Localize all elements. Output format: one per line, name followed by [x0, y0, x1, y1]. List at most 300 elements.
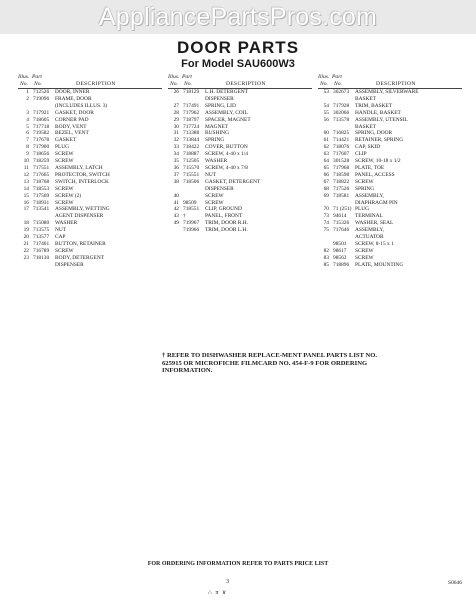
part-description: RETAINER, SPRING: [355, 137, 404, 144]
illus-number: 22: [23, 247, 29, 254]
part-description: DIAPHRAGM PIN: [355, 199, 398, 206]
part-number: [333, 96, 355, 103]
table-row: [168, 193, 312, 200]
table-row: [18, 186, 162, 193]
illus-number: 68: [323, 185, 329, 192]
part-number: 98617: [333, 247, 347, 254]
part-number: 717718: [33, 123, 50, 130]
illus-number: 8: [26, 144, 29, 151]
part-number: 302673: [333, 89, 350, 95]
illus-number: 35: [173, 158, 179, 165]
part-description: DISPENSER: [205, 95, 234, 102]
part-description: PANEL, ACCESS: [355, 171, 395, 178]
part-number: 717491: [183, 102, 200, 109]
part-description: PLATE, TOE: [355, 164, 385, 171]
part-number: 719096: [33, 95, 50, 102]
illus-number: 11: [23, 164, 29, 171]
table-row: [168, 213, 312, 220]
illus-number: 29: [173, 116, 179, 123]
part-number: [183, 193, 205, 200]
table-row: [318, 262, 462, 269]
part-number: 98501: [333, 240, 347, 247]
illus-number: 19: [23, 227, 29, 234]
part-description: SCREW: [355, 247, 374, 254]
part-description: DISPENSER: [205, 185, 234, 192]
part-number: 719966: [183, 227, 200, 234]
part-number: 713541: [33, 206, 50, 213]
illus-number: 75: [323, 227, 329, 234]
part-description: FRAME, DOOR: [55, 95, 92, 102]
page-number: 3: [226, 579, 229, 585]
table-row: [318, 158, 462, 165]
part-number: 717569: [33, 192, 50, 199]
table-row: [18, 130, 162, 137]
part-description: MAGNET: [205, 123, 229, 130]
illus-number: [18, 262, 29, 269]
illus-number: 13: [23, 178, 29, 185]
parts-column: [18, 74, 162, 269]
table-row: [168, 220, 312, 227]
part-description: HANDLE, BASKET: [355, 109, 401, 116]
illus-number: 55: [323, 109, 329, 116]
table-row: [18, 103, 162, 110]
illus-number: [168, 96, 179, 103]
illus-number: [168, 227, 179, 234]
illus-number: 69: [323, 192, 329, 199]
table-row: [18, 151, 162, 158]
table-row: [18, 220, 162, 227]
site-banner: [0, 0, 476, 34]
part-number: 715551: [183, 171, 200, 178]
header-part: Part: [32, 74, 42, 80]
part-number: 718130: [33, 254, 50, 261]
page-title: DOOR PARTS: [176, 38, 300, 57]
part-number: 716825: [333, 130, 350, 137]
table-row: [318, 220, 462, 227]
illus-number: [18, 213, 29, 220]
part-description: NUT: [55, 227, 67, 234]
header-rule: [168, 88, 312, 89]
part-description: ASSEMBLY, WETTING: [55, 206, 110, 213]
table-row: [18, 89, 162, 96]
part-description: ASSEMBLY, LATCH: [55, 164, 103, 171]
part-number: 718506: [183, 178, 200, 185]
table-row: [18, 96, 162, 103]
illus-number: [318, 124, 329, 131]
table-row: [18, 193, 162, 200]
header-part: Part: [332, 74, 342, 80]
table-row: [318, 124, 462, 131]
illus-number: 61: [323, 137, 329, 144]
panel-note: † REFER TO DISHWASHER REPLACE-MENT PANEL PARTS LIST NO. 625915 OR MICROFICHE FILMCARD NO. 454-F-9 FOR ORDERING INFORMATION.: [162, 352, 378, 375]
part-number: 717607: [333, 151, 350, 158]
illus-number: 17: [23, 206, 29, 213]
table-row: [18, 255, 162, 262]
table-row: [18, 144, 162, 151]
part-number: 716789: [33, 247, 50, 254]
table-row: [18, 110, 162, 117]
illus-number: 30: [173, 123, 179, 130]
illus-number: 74: [323, 220, 329, 227]
site-watermark: AppliancePartsPros.com: [98, 2, 378, 31]
part-description: DOOR, INNER: [55, 89, 90, 95]
table-row: [318, 151, 462, 158]
table-row: [18, 234, 162, 241]
table-row: [168, 144, 312, 151]
part-number: 301528: [333, 158, 350, 165]
part-description: GASKET, DOOR: [55, 109, 94, 116]
illus-number: 3: [26, 109, 29, 116]
part-description: BODY, DETERGENT: [55, 254, 105, 261]
illus-number: 36: [173, 164, 179, 171]
part-description: ASSEMBLY, SILVERWARE: [355, 89, 419, 95]
illus-number: 83: [323, 254, 329, 261]
part-description: ASSEMBLY,: [355, 227, 384, 234]
column-header: [318, 74, 462, 89]
illus-number: 23: [23, 254, 29, 261]
table-row: [18, 248, 162, 255]
illus-number: 66: [323, 171, 329, 178]
illus-number: 53: [323, 89, 329, 95]
table-row: [18, 227, 162, 234]
part-number: [333, 234, 355, 241]
part-number: [183, 96, 205, 103]
header-illus: Illus.: [168, 74, 180, 80]
part-number: 713578: [333, 116, 350, 123]
part-number: 718896: [333, 261, 350, 268]
part-description: L.H. DETERGENT: [205, 89, 248, 95]
table-row: [318, 130, 462, 137]
table-row: [18, 200, 162, 207]
table-row: [318, 165, 462, 172]
illus-number: 62: [323, 144, 329, 151]
part-description: PLUG: [355, 206, 370, 213]
part-description: SCREW: [55, 158, 74, 165]
part-number: 717665: [33, 171, 50, 178]
table-row: [318, 255, 462, 262]
part-number: 717962: [183, 109, 200, 116]
part-number: 713575: [33, 227, 50, 234]
header-rule: [18, 88, 162, 89]
illus-number: 73: [323, 213, 329, 220]
part-description: SCREW, 8-15 x 1: [355, 240, 394, 247]
table-row: [18, 117, 162, 124]
illus-number: 34: [173, 151, 179, 158]
table-row: [18, 179, 162, 186]
table-row: [168, 151, 312, 158]
part-description: SPACER, MAGNET: [205, 116, 251, 123]
part-description: SCREW, 4-40 x 7/8: [205, 164, 248, 171]
table-row: [318, 103, 462, 110]
part-description: ASSEMBLY, UTENSIL: [355, 116, 408, 123]
illus-number: 10: [23, 158, 29, 165]
header-no2: No.: [184, 81, 192, 87]
illus-number: 4: [26, 116, 29, 123]
part-description: BEZEL, VENT: [55, 130, 89, 137]
part-number: 718768: [33, 178, 50, 185]
part-description: TRIM, DOOR L.H.: [205, 227, 248, 234]
table-row: [318, 89, 462, 96]
header-no1: No.: [320, 81, 328, 87]
illus-number: 65: [323, 164, 329, 171]
part-description: CORNER PAD: [55, 116, 89, 123]
part-number: 717526: [333, 185, 350, 192]
part-number: 719967: [183, 220, 200, 227]
part-number: 98563: [333, 254, 347, 261]
parts-column: [168, 74, 312, 234]
table-row: [318, 248, 462, 255]
table-row: [318, 206, 462, 213]
part-description: WASHER: [205, 158, 228, 165]
part-description: ACTUATOR: [355, 234, 384, 241]
table-row: [18, 206, 162, 213]
header-part: Part: [182, 74, 192, 80]
illus-number: 18: [23, 220, 29, 227]
part-number: 717928: [333, 102, 350, 109]
part-description: DISPENSER: [55, 261, 84, 268]
table-row: [318, 227, 462, 234]
illus-number: 15: [23, 192, 29, 199]
part-number: 715080: [33, 220, 50, 227]
model-subtitle: For Model SAU600W3: [181, 58, 295, 70]
part-description: NUT: [205, 171, 217, 178]
table-row: [168, 117, 312, 124]
part-description: ASSEMBLY,: [355, 192, 384, 199]
illus-number: [18, 103, 29, 110]
part-description: CLIP, GROUND: [205, 206, 242, 213]
header-description: DESCRIPTION: [226, 81, 266, 87]
illus-number: 12: [23, 171, 29, 178]
header-illus: Illus.: [318, 74, 330, 80]
part-number: †: [183, 213, 186, 220]
part-number: 718887: [183, 151, 200, 158]
table-row: [168, 103, 312, 110]
part-description: (INCLUDES ILLUS. 3): [55, 102, 108, 109]
table-row: [168, 186, 312, 193]
illus-number: 85: [323, 261, 329, 268]
illus-number: 5: [26, 123, 29, 130]
part-description: SCREW: [55, 247, 74, 254]
part-description: PANEL, FRONT: [205, 213, 243, 220]
illus-number: 70: [323, 206, 329, 213]
part-description: CLIP: [355, 151, 367, 158]
part-number: [33, 213, 55, 220]
part-number: 712526: [33, 89, 50, 95]
illus-number: 49: [173, 220, 179, 227]
illus-number: 32: [173, 137, 179, 144]
illus-number: 7: [26, 137, 29, 144]
part-number: 718422: [183, 144, 200, 151]
part-number: [33, 103, 55, 110]
part-number: 718551: [183, 206, 200, 213]
header-no1: No.: [170, 81, 178, 87]
part-number: 718259: [33, 158, 50, 165]
illus-number: 1: [26, 89, 29, 95]
part-number: 713577: [33, 234, 50, 241]
part-number: 71 (251): [333, 206, 352, 213]
part-number: 718581: [333, 192, 350, 199]
table-row: [318, 193, 462, 200]
column-header: [168, 74, 312, 89]
illus-number: 41: [173, 199, 179, 206]
header-rule: [318, 88, 462, 89]
table-row: [318, 117, 462, 124]
part-number: 94614: [333, 213, 347, 220]
illus-number: 63: [323, 151, 329, 158]
part-number: 98509: [183, 199, 197, 206]
part-description: SCREW: [205, 199, 224, 206]
part-description: SCREW (2): [55, 192, 82, 199]
table-row: [318, 110, 462, 117]
table-row: [318, 186, 462, 193]
part-description: SCREW, 4-40 x 1/4: [205, 151, 248, 158]
part-number: 718797: [183, 116, 200, 123]
part-description: AGENT DISPENSER: [55, 213, 104, 220]
table-row: [168, 172, 312, 179]
table-row: [18, 172, 162, 179]
table-row: [168, 158, 312, 165]
table-row: [168, 130, 312, 137]
part-description: SCREW: [55, 151, 74, 158]
illus-number: 56: [323, 116, 329, 123]
part-number: [183, 186, 205, 193]
part-description: WASHER: [55, 220, 78, 227]
part-number: 715326: [333, 220, 350, 227]
part-number: 717900: [33, 144, 50, 151]
part-number: 717551: [33, 164, 50, 171]
part-description: ASSEMBLY, COIL: [205, 109, 248, 116]
illus-number: [318, 234, 329, 241]
part-description: SPRING: [205, 137, 225, 144]
illus-number: 37: [173, 171, 179, 178]
table-row: [18, 262, 162, 269]
part-number: 717921: [33, 109, 50, 116]
part-description: SPRING, DOOR: [355, 130, 393, 137]
part-number: 718605: [33, 116, 50, 123]
part-description: SWITCH, INTERLOCK: [55, 178, 109, 185]
ordering-footer: FOR ORDERING INFORMATION REFER TO PARTS PRICE LIST: [147, 561, 329, 567]
table-row: [318, 144, 462, 151]
illus-number: 27: [173, 102, 179, 109]
table-row: [318, 96, 462, 103]
table-row: [318, 241, 462, 248]
part-number: 718822: [333, 178, 350, 185]
illus-number: [318, 200, 329, 207]
part-number: 717646: [333, 227, 350, 234]
table-row: [168, 89, 312, 96]
part-description: TERMINAL: [355, 213, 383, 220]
part-description: WASHER, SEAL: [355, 220, 394, 227]
part-number: 719582: [33, 130, 50, 137]
table-row: [168, 200, 312, 207]
column-header: [18, 74, 162, 89]
part-number: [333, 124, 355, 131]
part-description: PROTECTOR, SWITCH: [55, 171, 110, 178]
part-description: TRIM, BASKET: [355, 102, 393, 109]
part-description: BASKET: [355, 95, 376, 102]
parts-column: [318, 74, 462, 269]
illus-number: 82: [323, 247, 329, 254]
table-row: [318, 213, 462, 220]
part-description: BODY, VENT: [55, 123, 87, 130]
table-row: [318, 234, 462, 241]
illus-number: 67: [323, 178, 329, 185]
table-row: [318, 179, 462, 186]
part-number: 718553: [33, 185, 50, 192]
illus-number: 40: [173, 192, 179, 199]
header-illus: Illus.: [18, 74, 30, 80]
part-number: 714421: [333, 137, 350, 144]
illus-number: 42: [173, 206, 179, 213]
illus-number: 16: [23, 199, 29, 206]
illus-number: [168, 186, 179, 193]
illus-number: 14: [23, 185, 29, 192]
part-number: 718129: [183, 89, 200, 95]
part-description: SCREW: [355, 254, 374, 261]
header-no1: No.: [20, 81, 28, 87]
table-row: [168, 179, 312, 186]
footer-mark: ∴ π ∨: [208, 590, 228, 596]
illus-number: 38: [173, 178, 179, 185]
table-row: [168, 165, 312, 172]
part-description: GASKET, DETERGENT: [205, 178, 261, 185]
illus-number: [318, 241, 329, 248]
part-number: 712505: [183, 158, 200, 165]
part-description: CAP: [55, 234, 66, 241]
illus-number: 60: [323, 130, 329, 137]
illus-number: 33: [173, 144, 179, 151]
illus-number: 26: [173, 89, 179, 95]
part-number: 718656: [33, 151, 50, 158]
part-description: PLUG: [55, 144, 70, 151]
part-number: 717724: [183, 123, 200, 130]
header-no2: No.: [334, 81, 342, 87]
illus-number: 20: [23, 234, 29, 241]
illus-number: 43: [173, 213, 179, 220]
table-row: [168, 110, 312, 117]
illus-number: 28: [173, 109, 179, 116]
table-row: [18, 165, 162, 172]
header-no2: No.: [34, 81, 42, 87]
part-number: 718931: [33, 199, 50, 206]
part-number: 713388: [183, 130, 200, 137]
part-number: 302066: [333, 109, 350, 116]
header-description: DESCRIPTION: [76, 81, 116, 87]
part-number: 717678: [33, 137, 50, 144]
table-row: [168, 124, 312, 131]
part-description: SCREW, 10-18 x 1/2: [355, 158, 401, 165]
header-description: DESCRIPTION: [376, 81, 416, 87]
part-number: 717461: [33, 240, 50, 247]
part-number: 715570: [183, 164, 200, 171]
part-number: 718076: [333, 144, 350, 151]
part-description: BUSHING: [205, 130, 229, 137]
part-description: SCREW: [355, 178, 374, 185]
table-row: [18, 241, 162, 248]
part-description: SPRING: [355, 185, 375, 192]
part-description: TRIM, DOOR R.H.: [205, 220, 248, 227]
part-number: [33, 262, 55, 269]
part-description: SCREW: [55, 185, 74, 192]
part-description: COVER, BUTTON: [205, 144, 248, 151]
illus-number: [318, 96, 329, 103]
illus-number: 21: [23, 240, 29, 247]
table-row: [18, 124, 162, 131]
part-description: SCREW: [205, 192, 224, 199]
part-number: 713844: [183, 137, 200, 144]
table-row: [318, 172, 462, 179]
part-description: CAP, SKID: [355, 144, 381, 151]
